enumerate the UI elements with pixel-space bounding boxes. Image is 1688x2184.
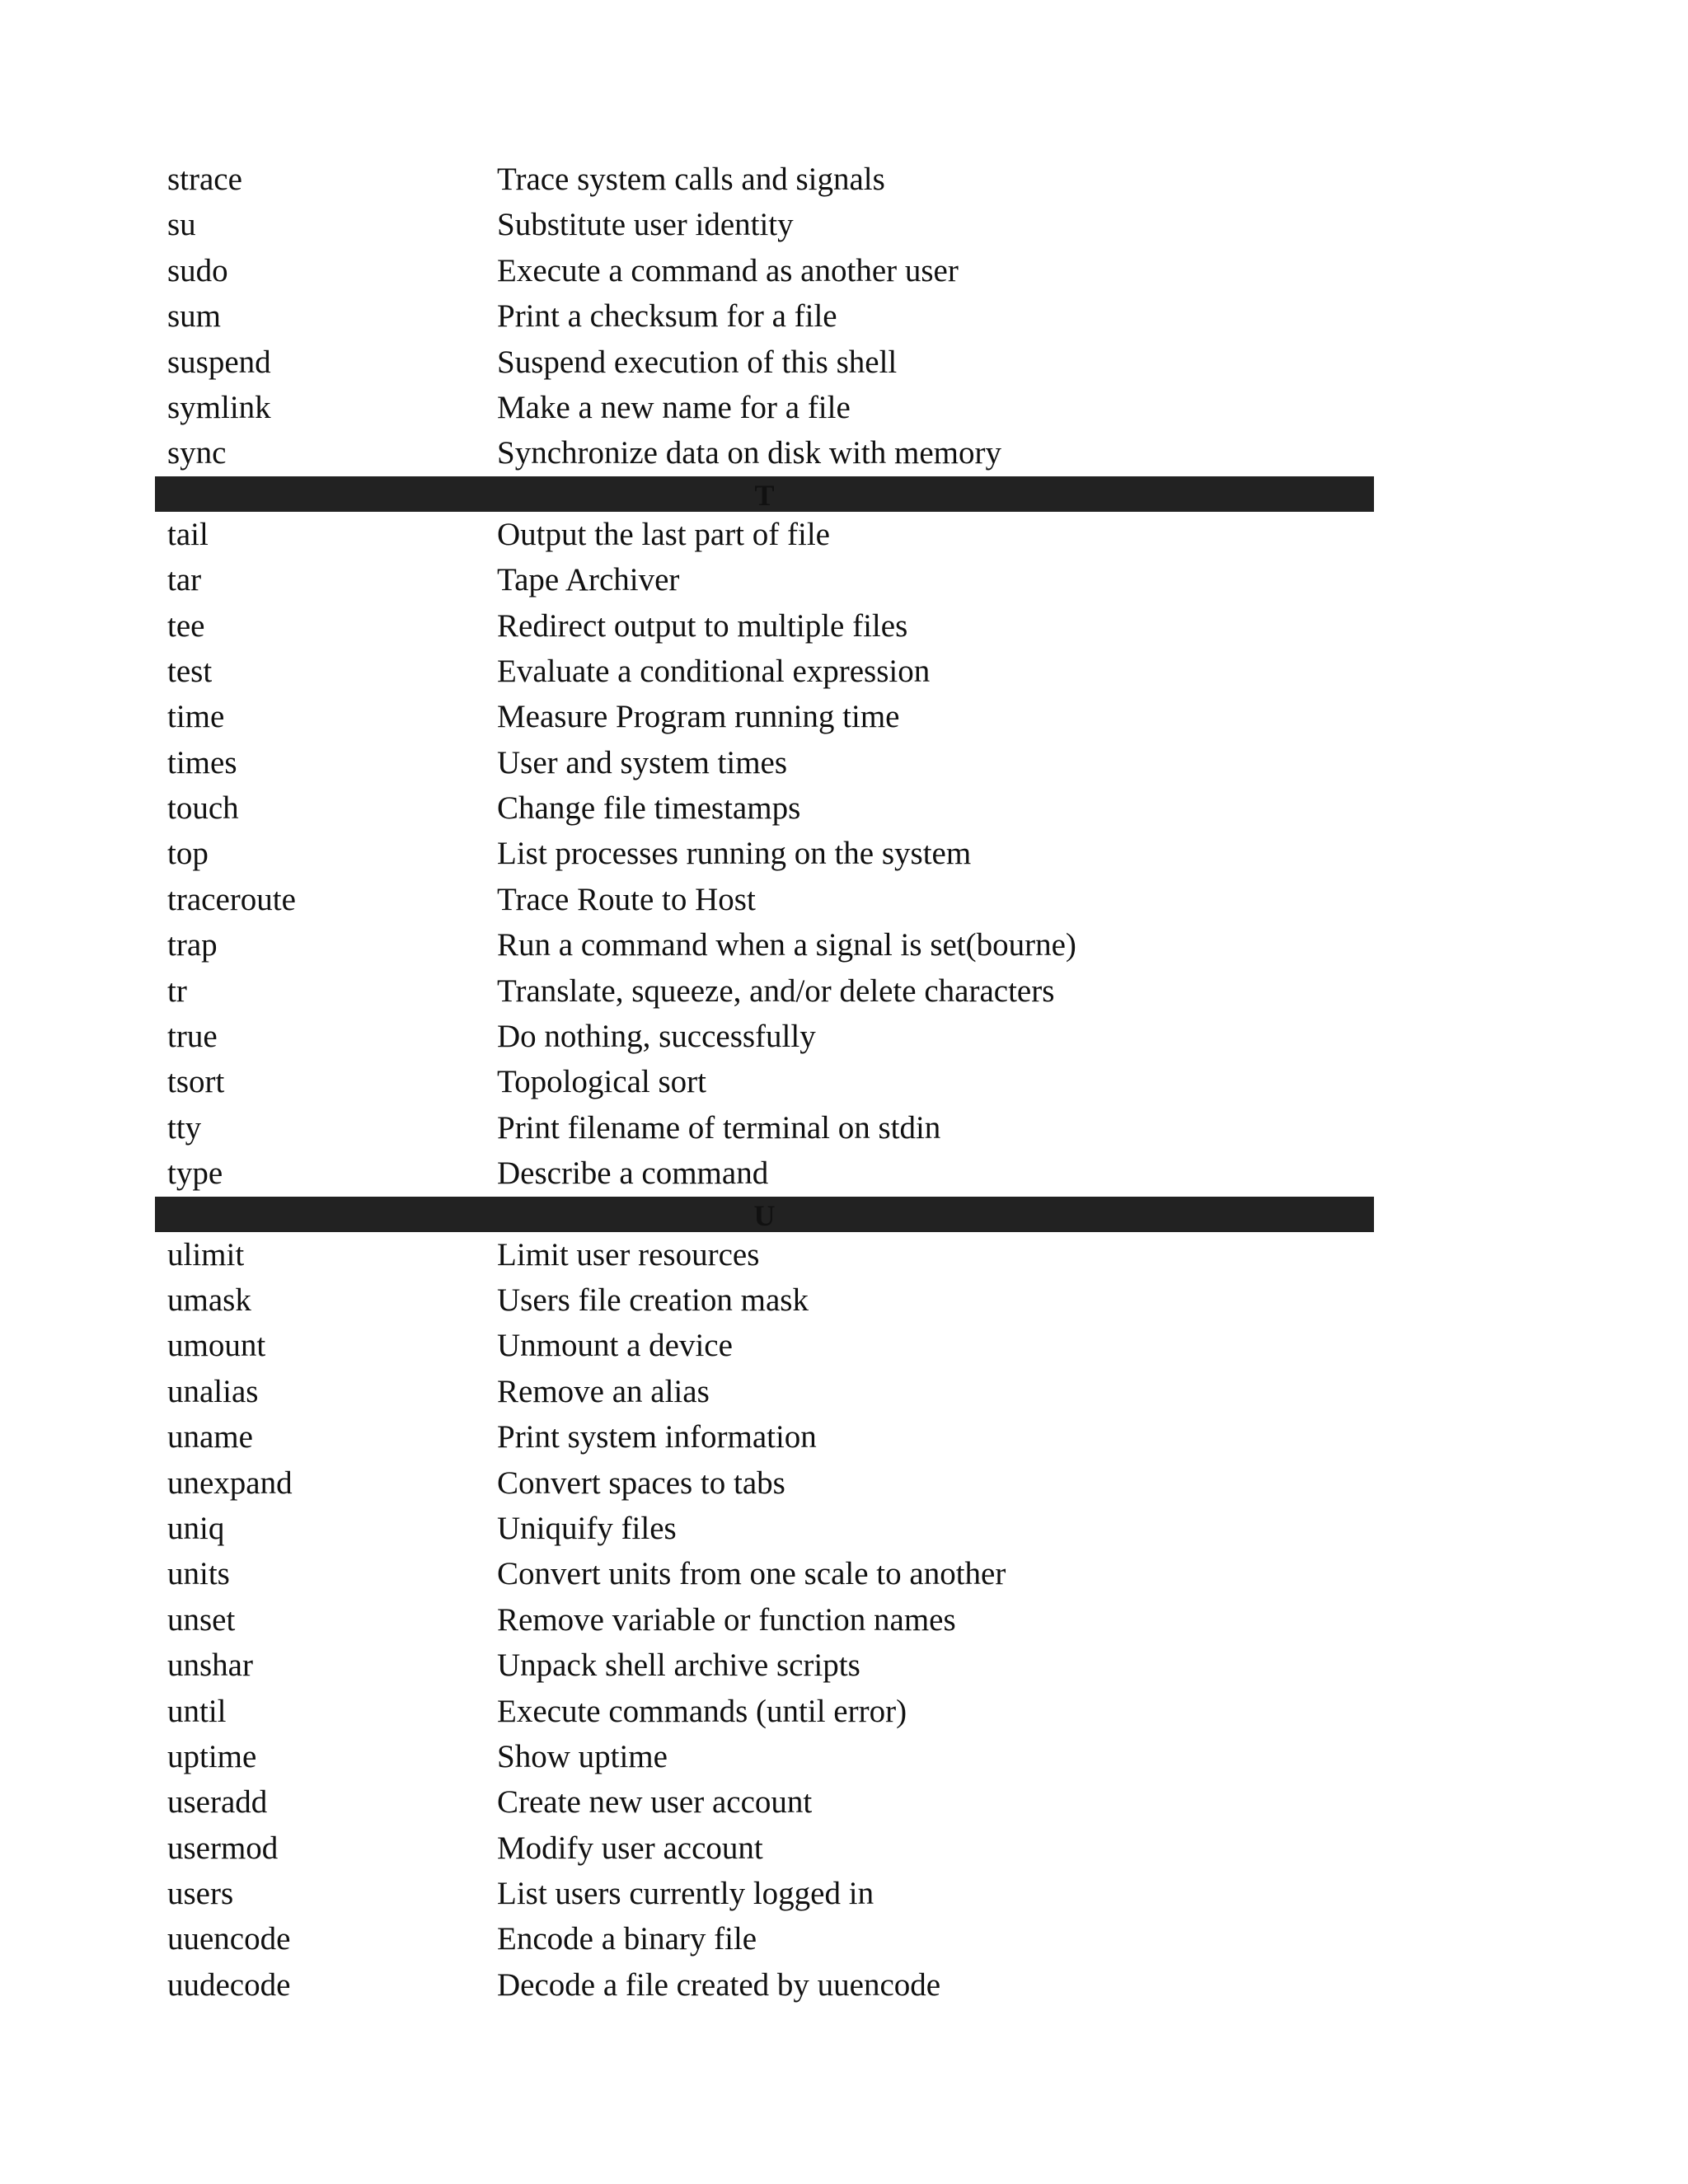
table-row bbox=[155, 1734, 1374, 1779]
command-name: tr bbox=[167, 972, 187, 1009]
table-row bbox=[155, 248, 1374, 293]
command-description: Remove variable or function names bbox=[497, 1601, 956, 1638]
table-row bbox=[155, 694, 1374, 739]
command-name: until bbox=[167, 1693, 227, 1729]
table-row bbox=[155, 157, 1374, 202]
table-row bbox=[155, 1460, 1374, 1506]
command-description: Suspend execution of this shell bbox=[497, 344, 898, 380]
command-name: sudo bbox=[167, 252, 228, 288]
command-description: Output the last part of file bbox=[497, 516, 830, 552]
command-description: Unpack shell archive scripts bbox=[497, 1647, 860, 1684]
table-row bbox=[155, 1232, 1374, 1277]
table-row bbox=[155, 1871, 1374, 1916]
command-description: Users file creation mask bbox=[497, 1282, 809, 1318]
table-row bbox=[155, 1779, 1374, 1825]
command-name: uniq bbox=[167, 1510, 225, 1546]
command-description: Execute a command as another user bbox=[497, 252, 959, 288]
table-row bbox=[155, 1689, 1374, 1734]
command-name: unalias bbox=[167, 1373, 259, 1409]
command-name: type bbox=[167, 1155, 223, 1192]
command-name: umask bbox=[167, 1282, 251, 1318]
command-description: User and system times bbox=[497, 744, 788, 780]
command-name: useradd bbox=[167, 1784, 268, 1821]
command-name: tty bbox=[167, 1109, 202, 1146]
command-description: Measure Program running time bbox=[497, 699, 900, 735]
table-row bbox=[155, 1825, 1374, 1871]
table-row bbox=[155, 922, 1374, 968]
command-description: Translate, squeeze, and/or delete characters bbox=[497, 972, 1055, 1009]
table-row bbox=[155, 785, 1374, 831]
table-row bbox=[155, 430, 1374, 476]
command-name: true bbox=[167, 1019, 218, 1055]
command-name: tar bbox=[167, 562, 202, 598]
command-name: traceroute bbox=[167, 881, 296, 917]
table-row bbox=[155, 1551, 1374, 1596]
command-name: tsort bbox=[167, 1064, 225, 1100]
command-description: Print filename of terminal on stdin bbox=[497, 1109, 941, 1146]
command-description: Remove an alias bbox=[497, 1373, 710, 1409]
command-name: suspend bbox=[167, 344, 271, 380]
table-row bbox=[155, 1916, 1374, 1961]
command-description: Convert units from one scale to another bbox=[497, 1556, 1006, 1592]
table-row bbox=[155, 1369, 1374, 1414]
table-row bbox=[155, 1414, 1374, 1460]
command-name: sync bbox=[167, 435, 227, 471]
command-name: trap bbox=[167, 927, 218, 963]
command-description: Do nothing, successfully bbox=[497, 1019, 816, 1055]
command-name: tail bbox=[167, 516, 209, 552]
command-description: Evaluate a conditional expression bbox=[497, 653, 931, 689]
command-name: usermod bbox=[167, 1830, 279, 1866]
command-description: Make a new name for a file bbox=[497, 389, 851, 425]
command-name: test bbox=[167, 653, 213, 689]
command-name: unshar bbox=[167, 1647, 253, 1684]
table-row bbox=[155, 557, 1374, 602]
command-description: Decode a file created by uuencode bbox=[497, 1966, 941, 2003]
command-name: tee bbox=[167, 607, 205, 644]
command-name: uname bbox=[167, 1419, 253, 1455]
table-row bbox=[155, 603, 1374, 649]
table-row bbox=[155, 1597, 1374, 1643]
command-name: time bbox=[167, 699, 225, 735]
section-header-u: U bbox=[155, 1197, 1374, 1232]
command-name: unexpand bbox=[167, 1465, 293, 1501]
command-name: touch bbox=[167, 790, 239, 827]
command-name: umount bbox=[167, 1328, 266, 1364]
table-row bbox=[155, 293, 1374, 339]
command-description: Convert spaces to tabs bbox=[497, 1465, 785, 1501]
table-row bbox=[155, 740, 1374, 785]
command-name: uuencode bbox=[167, 1921, 291, 1957]
command-description: Run a command when a signal is set(bourne) bbox=[497, 927, 1076, 963]
command-name: users bbox=[167, 1876, 234, 1912]
command-description: Encode a binary file bbox=[497, 1921, 757, 1957]
command-name: strace bbox=[167, 162, 242, 197]
command-description: Topological sort bbox=[497, 1064, 706, 1100]
section-header-t: T bbox=[155, 476, 1374, 512]
command-description: Show uptime bbox=[497, 1738, 668, 1774]
table-row bbox=[155, 649, 1374, 694]
command-name: ulimit bbox=[167, 1236, 245, 1272]
command-description: Modify user account bbox=[497, 1830, 763, 1866]
table-row bbox=[155, 385, 1374, 430]
command-description: Trace Route to Host bbox=[497, 881, 756, 917]
command-description: Tape Archiver bbox=[497, 562, 680, 598]
command-description: Print system information bbox=[497, 1419, 817, 1455]
command-description: Print a checksum for a file bbox=[497, 298, 837, 335]
table-row bbox=[155, 968, 1374, 1014]
table-row bbox=[155, 1151, 1374, 1196]
table-row bbox=[155, 1962, 1374, 2008]
command-name: sum bbox=[167, 298, 222, 335]
command-name: uptime bbox=[167, 1738, 257, 1774]
table-row bbox=[155, 877, 1374, 922]
table-row bbox=[155, 1105, 1374, 1151]
command-name: top bbox=[167, 836, 209, 872]
command-description: Substitute user identity bbox=[497, 207, 794, 243]
table-row bbox=[155, 1059, 1374, 1104]
command-description: Create new user account bbox=[497, 1784, 813, 1821]
command-description: Change file timestamps bbox=[497, 790, 801, 827]
command-name: times bbox=[167, 744, 237, 780]
command-table bbox=[155, 157, 1374, 2008]
command-description: Uniquify files bbox=[497, 1510, 677, 1546]
table-row bbox=[155, 512, 1374, 557]
command-name: unset bbox=[167, 1601, 236, 1638]
command-name: su bbox=[167, 207, 196, 243]
command-name: uudecode bbox=[167, 1966, 291, 2003]
table-row bbox=[155, 340, 1374, 385]
command-name: units bbox=[167, 1556, 230, 1592]
table-row bbox=[155, 1014, 1374, 1059]
table-row bbox=[155, 1277, 1374, 1323]
command-description: Synchronize data on disk with memory bbox=[497, 435, 1001, 471]
table-row bbox=[155, 831, 1374, 876]
table-row bbox=[155, 1506, 1374, 1551]
command-description: Trace system calls and signals bbox=[497, 162, 885, 197]
command-description: Redirect output to multiple files bbox=[497, 607, 908, 644]
command-description: Limit user resources bbox=[497, 1236, 760, 1272]
command-description: List users currently logged in bbox=[497, 1876, 874, 1912]
command-description: Describe a command bbox=[497, 1155, 769, 1192]
table-row bbox=[155, 202, 1374, 247]
command-description: List processes running on the system bbox=[497, 836, 972, 872]
command-description: Unmount a device bbox=[497, 1328, 733, 1364]
table-row bbox=[155, 1323, 1374, 1368]
command-name: symlink bbox=[167, 389, 271, 425]
command-description: Execute commands (until error) bbox=[497, 1693, 907, 1729]
table-row bbox=[155, 1643, 1374, 1688]
